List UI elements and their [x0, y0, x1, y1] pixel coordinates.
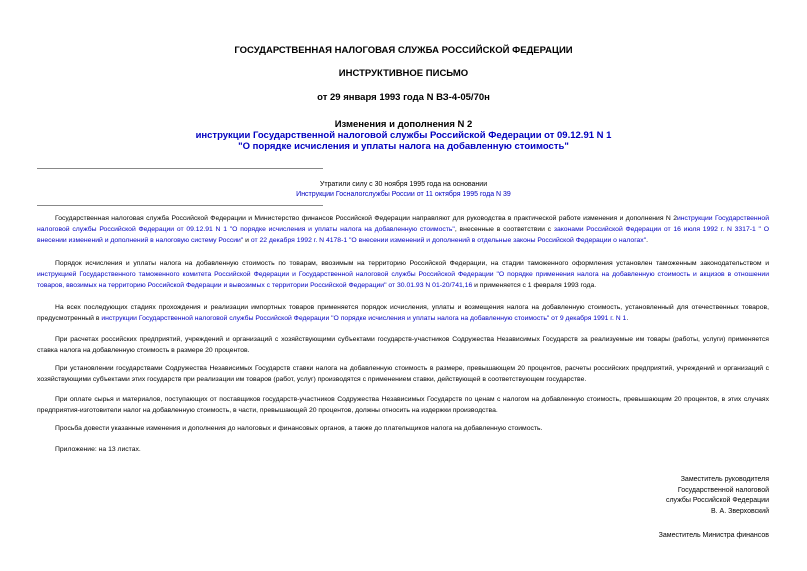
- instruction-link-line2[interactable]: "О порядке исчисления и уплаты налога на добавленную стоимость": [238, 141, 569, 152]
- annotation-link[interactable]: Инструкции Госналогслужбы России от 11 октября 1995 года N 39: [296, 191, 511, 198]
- signature-line1: Заместитель руководителя: [680, 476, 769, 483]
- divider-bottom: [37, 205, 323, 206]
- paragraph-1-text-2: , внесенные в соответствии с: [454, 226, 554, 233]
- paragraph-3-text: На всех последующих стадиях прохождения и реализации импортных товаров применяется порядок исчисления, уплаты и возмещения налога на добавленную стоимость, установленный для отечественных товаров, предусмотренный в: [37, 304, 769, 322]
- paragraph-1-text-3: и: [243, 237, 251, 244]
- paragraph-2: [37, 258, 769, 291]
- customs-instruction-link[interactable]: инструкцией Государственного таможенного комитета Российской Федерации и Государственной налоговой службы Российской Федерации "О порядке применения налога на добавленную стоимость и акцизов в отношении товаров, ввозимых на территорию Российской Федерации и вывозимых с территории Российской Федерации" от 30.01.93 N 01-20/741,16: [37, 271, 769, 289]
- changes-title: Изменения и дополнения N 2: [334, 119, 473, 130]
- law-link-2[interactable]: от 22 декабря 1992 г. N 4178-1 "О внесении изменений и дополнений в отдельные законы Российской Федерации о налогах": [250, 237, 647, 244]
- paragraph-5: При установлении государствами Содружества Независимых Государств ставки налога на добавленную стоимость в размере, превышающем 20 процентов, расчеты российских предприятий, учреждений и организаций с хозяйствующими субъектами этих государств при реализации им товаров (работ, услуг) производятся с применением ставки, действующей в соответствующем государстве.: [37, 365, 769, 383]
- agency-title: ГОСУДАРСТВЕННАЯ НАЛОГОВАЯ СЛУЖБА РОССИЙСКОЙ ФЕДЕРАЦИИ: [234, 45, 573, 56]
- paragraph-1-text: Государственная налоговая служба Российской Федерации и Министерство финансов Российской Федерации направляют для руководства в практической работе изменения и дополнения N 2: [55, 215, 677, 222]
- attachment-note: Приложение: на 13 листах.: [55, 446, 141, 453]
- signature-line2: Государственной налоговой: [677, 486, 769, 494]
- law-link-1[interactable]: законами Российской Федерации от 16 июля 1992 г. N 3317-1 " О внесении изменений и дополнений в налоговую систему России": [37, 226, 769, 244]
- annotation-line1: Утратили силу с 30 ноября 1995 года на основании: [319, 181, 488, 188]
- paragraph-2-text-2: и применяется с 1 февраля 1993 года.: [472, 282, 597, 289]
- signature-line3: службы Российской Федерации: [665, 497, 769, 504]
- paragraph-6: При оплате сырья и материалов, поступающих от поставщиков государств-участников Содружества Независимых Государств по ценам с налогом на добавленную стоимость, превышающим 20 процентов, в этих случаях предприятия-изготовители налог на добавленную стоимость, в части, превышающей 20 процентов, должны относить на издержки производства.: [37, 396, 769, 414]
- paragraph-3-text-2: .: [626, 315, 629, 322]
- divider-top: [37, 168, 323, 169]
- signature-block: [666, 475, 769, 517]
- instruction-link-inline[interactable]: инструкции Государственной налоговой службы Российской Федерации от 09.12.91 N 1 "О порядке исчисления и уплаты налога на добавленную стоимость": [37, 215, 769, 233]
- paragraph-2-text: Порядок исчисления и уплаты налога на добавленную стоимость по товарам, ввозимым на территорию Российской Федерации, на стадии таможенного оформления установлен таможенным законодательством и: [55, 260, 769, 267]
- document-type: ИНСТРУКТИВНОЕ ПИСЬМО: [338, 68, 469, 79]
- instruction-link-2[interactable]: инструкции Государственной налоговой службы Российской Федерации "О порядке исчисления и уплаты налога на добавленную стоимость" от 9 декабря 1991 г. N 1: [101, 315, 627, 322]
- instruction-link-line1[interactable]: инструкции Государственной налоговой службы Российской Федерации от 09.12.91 N 1: [195, 130, 612, 141]
- signature-name: В. А. Зверховский: [710, 507, 769, 515]
- signature-line5: Заместитель Министра финансов: [658, 532, 769, 539]
- document-date-number: от 29 января 1993 года N ВЗ-4-05/70н: [317, 92, 490, 103]
- paragraph-7: Просьба довести указанные изменения и дополнения до налоговых и финансовых органов, а также до плательщиков налога на добавленную стоимость.: [55, 425, 543, 432]
- paragraph-4: При расчетах российских предприятий, учреждений и организаций с хозяйствующими субъектами государств-участников Содружества Независимых Государств за реализуемые им товары (работы, услуги) применяется ставка налога на добавленную стоимость в размере 20 процентов.: [37, 336, 769, 354]
- paragraph-3: [37, 302, 769, 324]
- paragraph-1-text-4: .: [646, 237, 649, 244]
- paragraph-1: [37, 213, 769, 246]
